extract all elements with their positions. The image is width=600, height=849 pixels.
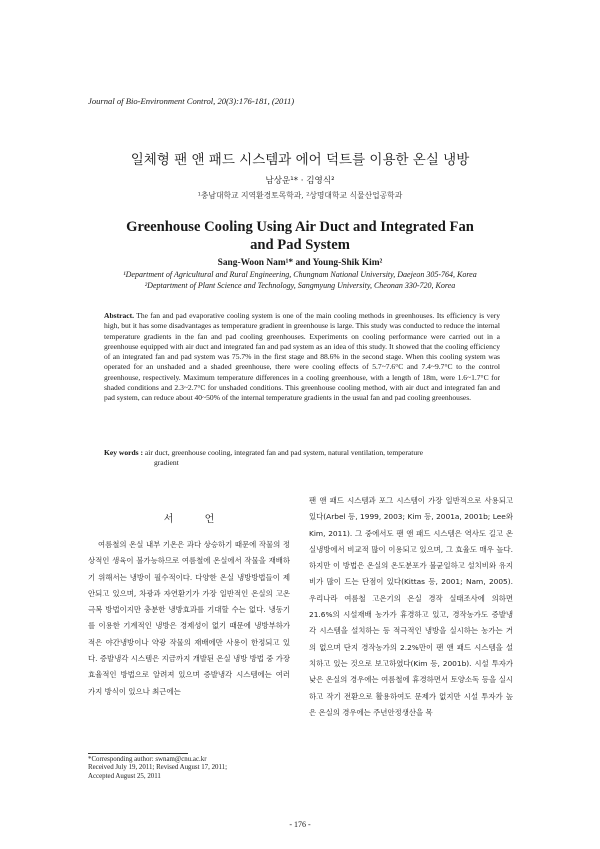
footnote-accepted: Accepted August 25, 2011 [88, 772, 161, 780]
body-paragraph-right: 팬 앤 패드 시스템과 포그 시스템이 가장 일반적으로 사용되고 있다(Arbel 등, 1999, 2003; Kim 등, 2001a, 2001b; Lee와 Kim, 2011). 그 중에서도 팬 앤 패드 시스템은 역사도 길고 온실냉방에서 비교적 많이 이용되고 있으며, 그 효율도 매우 높다. 하지만 이 방법은 온실의 온도분포가 불균일하고 설치비와 유지비가 많이 드는 단점이 있다(Kittas 등, 2001; Nam, 2005). 우리나라 여름철 고온기의 온실 경작 실태조사에 의하면 21.6%의 시설재배 농가가 휴경하고 있고, 경작농가도 증발냉각 시스템을 설치하는 등 적극적인 냉방을 실시하는 농가는 거의 없으며 단지 경작농가의 2.2%만이 팬 앤 패드 시스템을 설치하고 있는 것으로 보고하였다(Kim 등, 2001b). 시설 투자가 낮은 온실의 경우에는 여름철에 휴경하면서 토양소독 등을 실시하고 작기 전환으로 활용하여도 문제가 없지만 시설 투자가 높은 온실의 경우에는 주년안정생산을 목 [309, 496, 513, 717]
english-authors: Sang-Woon Nam¹* and Young-Shik Kim² [217, 258, 383, 268]
english-affiliation-1: ¹Department of Agricultural and Rural Engineering, Chungnam National University, Daejeon 305-764, Korea [123, 270, 477, 279]
keywords [104, 448, 500, 469]
footnote [88, 756, 290, 781]
abstract-label: Abstract. [104, 311, 134, 320]
korean-affiliation: ¹충남대학교 지역환경토목학과, ²상명대학교 식물산업공학과 [197, 191, 403, 200]
body-left-column [88, 510, 290, 700]
abstract [104, 311, 500, 404]
body-right-column [309, 493, 513, 721]
english-title-line2: and Pad System [250, 237, 350, 253]
english-title [0, 218, 600, 254]
footnote-divider [88, 753, 188, 754]
keywords-line1: air duct, greenhouse cooling, integrated fan and pad system, natural ventilation, temperature [144, 448, 423, 457]
keywords-label: Key words : [104, 448, 143, 457]
keywords-line2: gradient [154, 458, 179, 468]
page-number: - 176 - [289, 820, 311, 829]
korean-authors: 남상운¹* · 김영식² [265, 176, 335, 186]
abstract-text: The fan and pad evaporative cooling system is one of the main cooling methods in greenhouses. Its efficiency is very high, but it has some disadvantages as temperature gradient in greenhouse is large. This study was conducted to reduce the internal temperature gradients in the fan and pad cooling greenhouses. Experiments on cooling performance were carried out in a greenhouse equipped with air duct and integrated fan and pad system as an idea of this study. It showed that the cooling efficiency of an integrated fan and pad system was 75.7% in the first stage and 88.6% in the second stage. When this cooling system was operated for an unshaded and a shaded greenhouse, there were cooling effects of 5.7~7.6°C and 7.4~9.7°C to the control greenhouse, respectively. Maximum temperature differences in a cooling greenhouse, with a length of 18m, were 1.6~1.7°C for shaded conditions and 2.3~2.7°C for unshaded conditions. This greenhouse cooling method, with air duct and integrated fan and pad system, can reduce about 40~50% of the internal temperature gradients in the usual fan and pad cooling greenhouses. [104, 311, 500, 403]
section-title: 서 언 [163, 514, 229, 525]
english-affiliation-2: ²Deptartment of Plant Science and Technology, Sangmyung University, Cheonan 330-720, Korea [144, 281, 456, 290]
journal-citation: Journal of Bio-Environment Control, 20(3):176-181, (2011) [88, 96, 295, 106]
footnote-received: Received July 19, 2011; Revised August 17, 2011; [88, 764, 228, 772]
korean-title: 일체형 팬 앤 패드 시스템과 에어 덕트를 이용한 온실 냉방 [130, 152, 470, 168]
english-title-line1: Greenhouse Cooling Using Air Duct and Integrated Fan [126, 219, 474, 235]
footnote-corresponding-author: *Corresponding author: swnam@cnu.ac.kr [88, 756, 207, 763]
body-paragraph-left: 여름철의 온실 내부 기온은 과다 상승하기 때문에 작물의 정상적인 생육이 불가능하므로 여름철에 온실에서 작물을 재배하기 위해서는 냉방이 필수적이다. 다양한 온실 냉방방법들이 제안되고 있으며, 차광과 자연환기가 가장 일반적인 온실의 고온극복 방법이지만 충분한 냉방효과를 기대할 수는 없다. 냉동기를 이용한 기계적인 냉방은 경제성이 없기 때문에 냉방부하가 적은 야간냉방이나 약광 작물의 재배에만 사용이 한정되고 있다. 증발냉각 시스템은 지금까지 개발된 온실 냉방 방법 중 가장 효율적인 방법으로 알려져 있으며 증발냉각 시스템에는 여러 가지 방식이 있으나 최근에는 [88, 540, 290, 696]
